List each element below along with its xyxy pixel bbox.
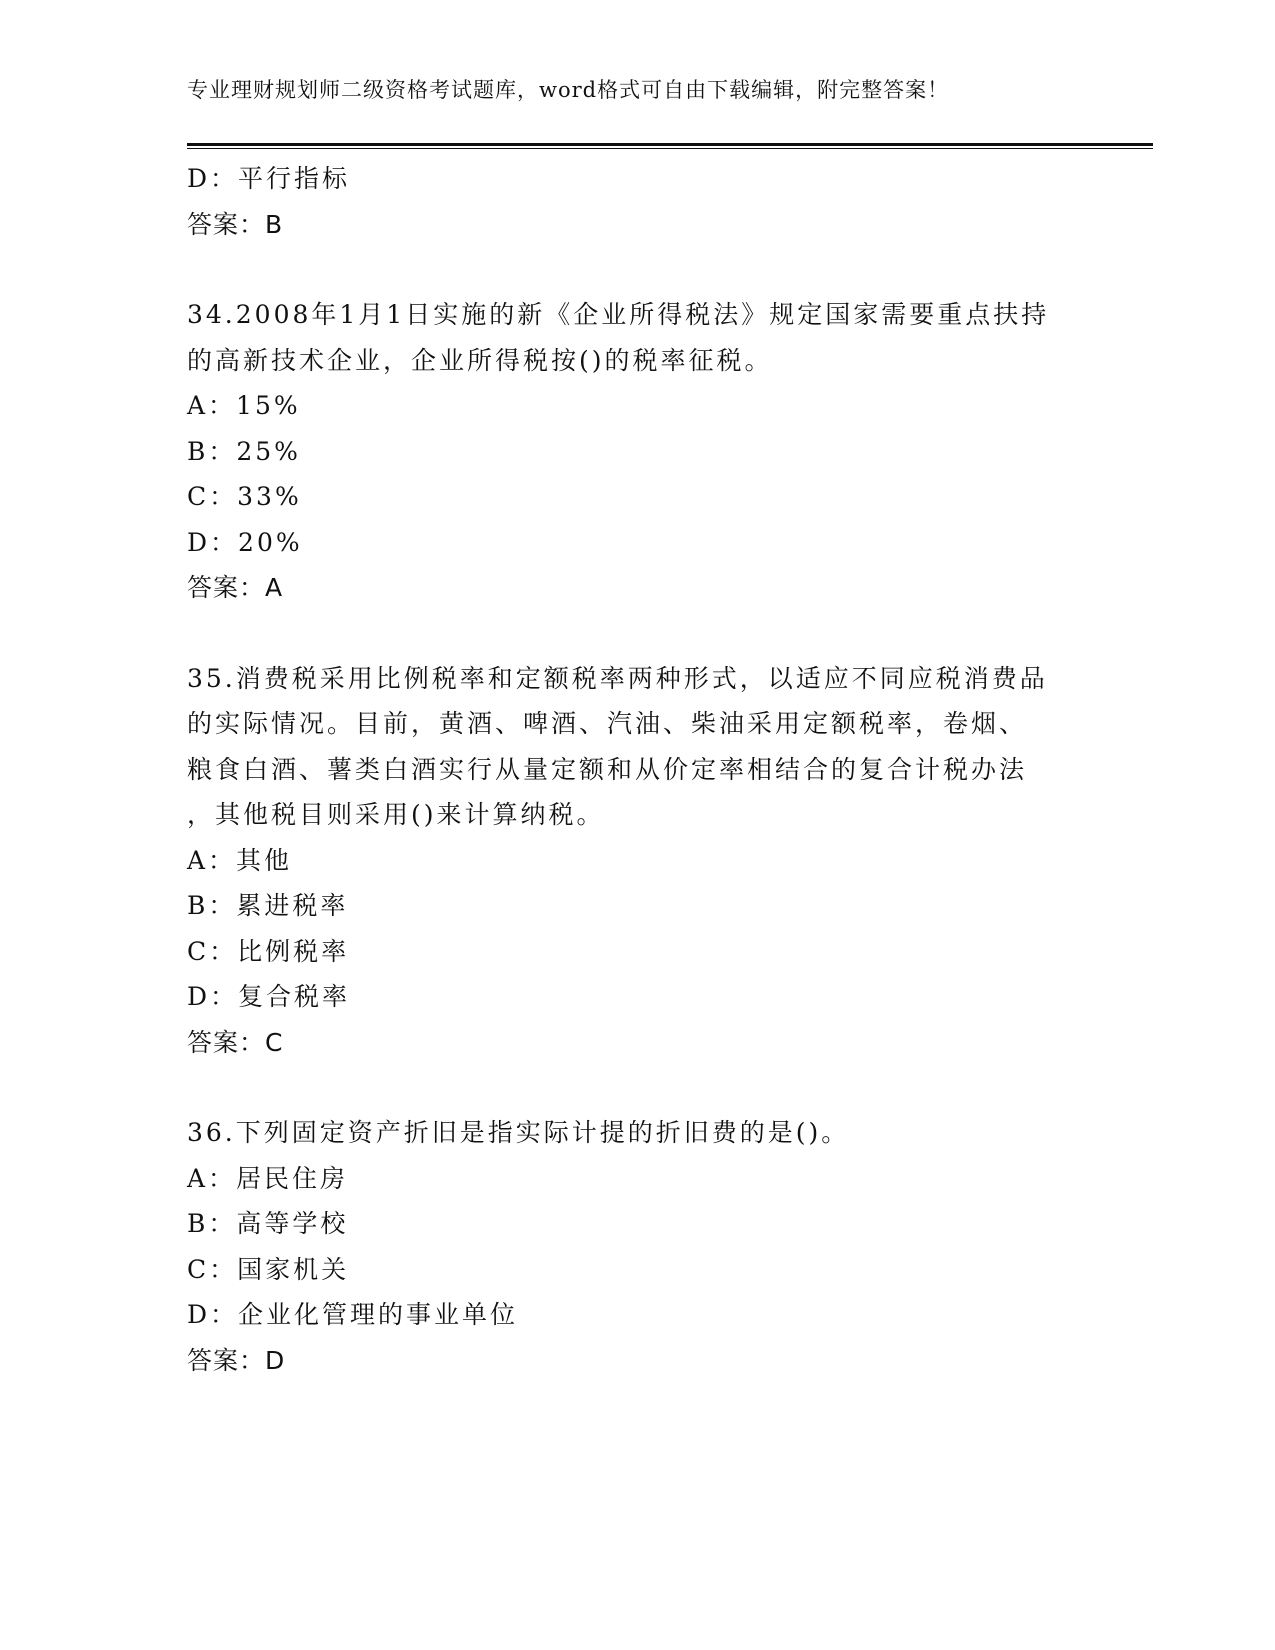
question-35: [187, 656, 1087, 1066]
question-33-tail: [187, 156, 1087, 247]
question-text-line: 36.下列固定资产折旧是指实际计提的折旧费的是()。: [187, 1118, 850, 1147]
option-a: A：居民住房: [187, 1163, 349, 1193]
question-text-line: ，其他税目则采用()来计算纳税。: [187, 800, 605, 829]
option-b: B：高等学校: [187, 1209, 349, 1238]
spacer: [187, 247, 1087, 292]
question-content: [187, 156, 1087, 1383]
option-d: D：平行指标: [187, 164, 351, 193]
question-34: [187, 292, 1087, 611]
question-text-line: 35.消费税采用比例税率和定额税率两种形式，以适应不同应税消费品: [187, 663, 1048, 693]
option-c: C：33%: [187, 482, 302, 511]
question-text-line: 的高新技术企业，企业所得税按()的税率征税。: [187, 345, 773, 375]
option-b: B：累进税率: [187, 891, 349, 920]
option-b: B：25%: [187, 436, 301, 466]
spacer: [187, 1065, 1087, 1110]
header-divider: [187, 143, 1153, 150]
spacer: [187, 611, 1087, 656]
question-text-line: 34.2008年1月1日实施的新《企业所得税法》规定国家需要重点扶持: [187, 300, 1050, 329]
option-d: D：复合税率: [187, 982, 351, 1011]
option-d: D：20%: [187, 527, 303, 557]
answer: 答案：B: [187, 209, 284, 239]
header-divider-thin: [187, 148, 1153, 149]
page-header: 专业理财规划师二级资格考试题库，word格式可自由下载编辑，附完整答案！: [187, 78, 950, 102]
option-a: A：15%: [187, 391, 301, 420]
answer: 答案：A: [187, 573, 284, 602]
option-c: C：比例税率: [187, 936, 350, 966]
option-a: A：其他: [187, 845, 293, 875]
option-d: D：企业化管理的事业单位: [187, 1300, 519, 1329]
option-c: C：国家机关: [187, 1254, 350, 1284]
question-36: [187, 1110, 1087, 1383]
question-text-line: 粮食白酒、薯类白酒实行从量定额和从价定率相结合的复合计税办法: [187, 754, 1028, 784]
question-text-line: 的实际情况。目前，黄酒、啤酒、汽油、柴油采用定额税率，卷烟、: [187, 709, 1028, 738]
header-divider-thick: [187, 143, 1153, 146]
answer: 答案：D: [187, 1345, 286, 1375]
answer: 答案：C: [187, 1027, 284, 1057]
